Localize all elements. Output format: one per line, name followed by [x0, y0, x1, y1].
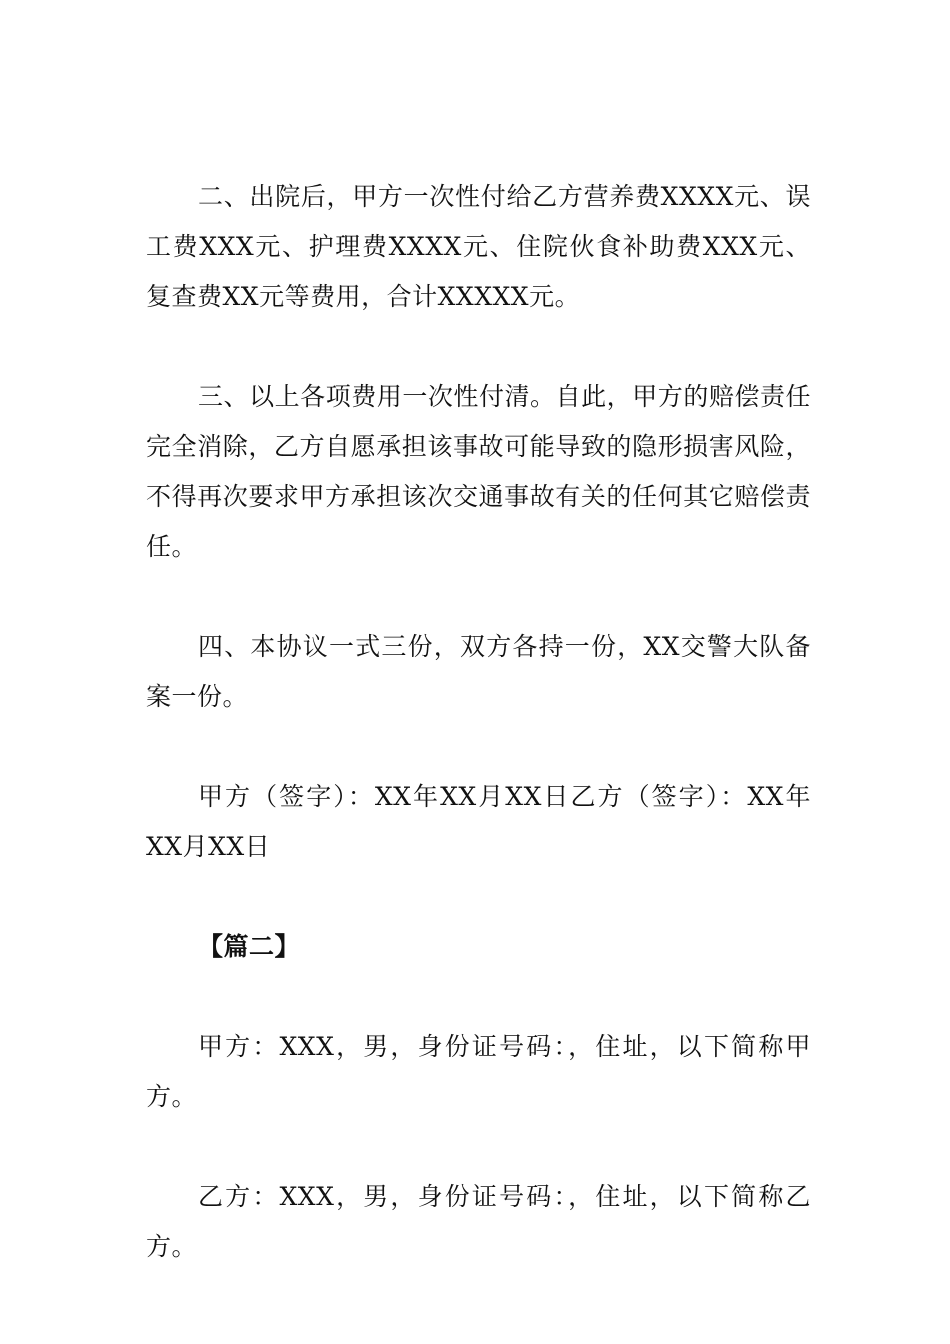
- party-a-paragraph: 甲方：XXX，男，身份证号码：，住址，以下简称甲方。: [146, 1032, 811, 1111]
- paragraph-gap: [146, 722, 811, 772]
- document-page: [146, 172, 811, 1272]
- signature-line: 甲方（签字）：XX年XX月XX日乙方（签字）：XX年XX月XX日: [146, 782, 811, 861]
- section-heading: 【篇二】: [198, 932, 301, 961]
- party-b-paragraph: 乙方：XXX，男，身份证号码：，住址，以下简称乙方。: [146, 1182, 811, 1261]
- clause-3-paragraph: 三、以上各项费用一次性付清。自此，甲方的赔偿责任完全消除，乙方自愿承担该事故可能导致的隐形损害风险，不得再次要求甲方承担该次交通事故有关的任何其它赔偿责任。: [146, 382, 811, 561]
- paragraph-gap: [146, 322, 811, 372]
- paragraph-gap: [146, 572, 811, 622]
- paragraph-gap: [146, 972, 811, 1022]
- paragraph-gap: [146, 872, 811, 922]
- paragraph-gap: [146, 1122, 811, 1172]
- clause-2-paragraph: 二、出院后，甲方一次性付给乙方营养费XXXX元、误工费XXX元、护理费XXXX元、住院伙食补助费XXX元、复查费XX元等费用，合计XXXXX元。: [146, 182, 811, 311]
- clause-4-paragraph: 四、本协议一式三份，双方各持一份，XX交警大队备案一份。: [146, 632, 811, 711]
